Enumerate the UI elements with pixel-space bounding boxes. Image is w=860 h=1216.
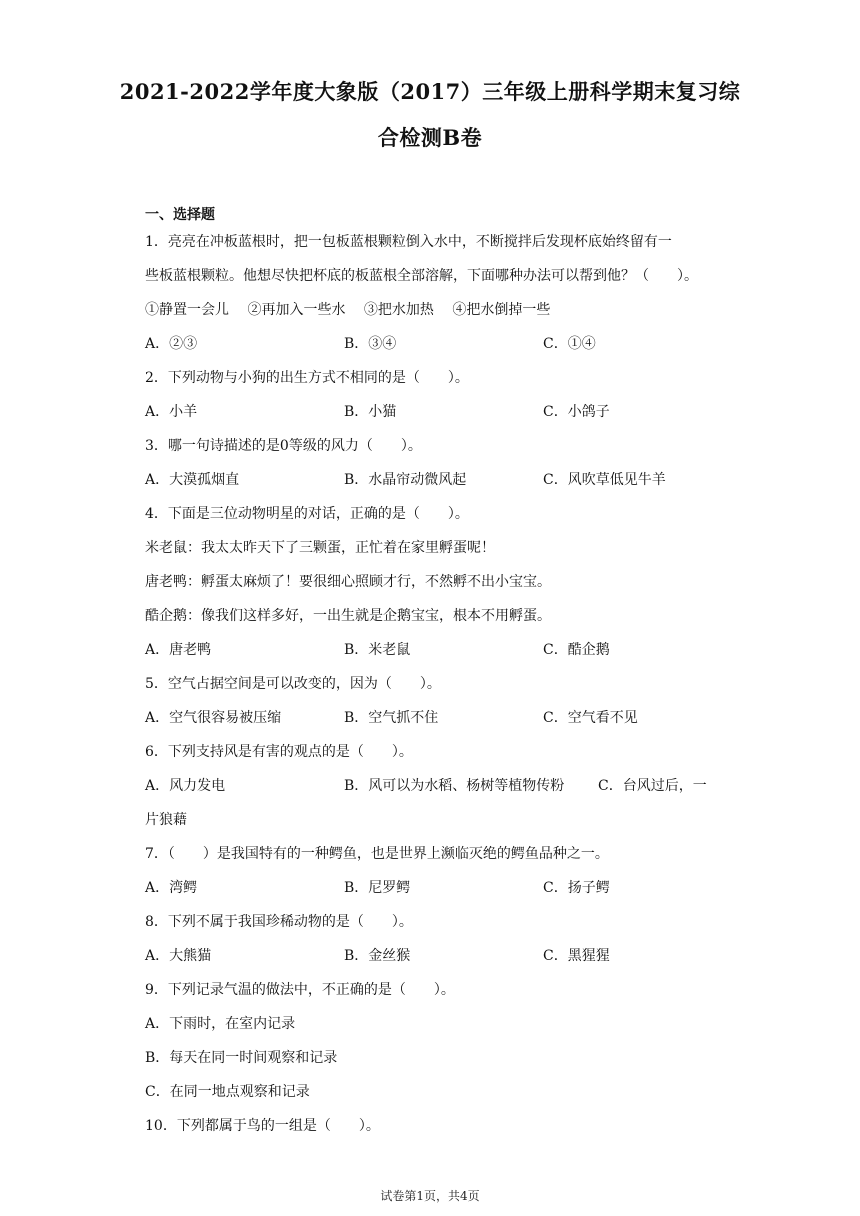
question-8-stem: 8．下列不属于我国珍稀动物的是（ ）。 xyxy=(145,914,413,930)
question-4-dialogue-2: 唐老鸭：孵蛋太麻烦了！要很细心照顾才行，不然孵不出小宝宝。 xyxy=(145,574,551,590)
question-7-option-c: C．扬子鳄 xyxy=(543,880,610,896)
question-9-stem: 9．下列记录气温的做法中，不正确的是（ ）。 xyxy=(145,982,455,998)
question-7-option-a: A．湾鳄 xyxy=(145,880,198,896)
question-8-option-a: A．大熊猫 xyxy=(145,948,212,964)
question-5-option-b: B．空气抓不住 xyxy=(344,710,439,726)
page-title-line1: 2021-2022学年度大象版（2017）三年级上册科学期末复习综 xyxy=(119,79,741,104)
question-1-option-a: A．②③ xyxy=(145,336,198,352)
section-heading-choice: 一、选择题 xyxy=(145,207,215,223)
question-3-option-a: A．大漠孤烟直 xyxy=(145,472,240,488)
question-4-option-a: A．唐老鸭 xyxy=(145,642,212,658)
question-8-option-b: B．金丝猴 xyxy=(344,948,411,964)
question-5-stem: 5．空气占据空间是可以改变的，因为（ ）。 xyxy=(145,676,441,692)
question-10-stem: 10．下列都属于鸟的一组是（ ）。 xyxy=(145,1118,380,1134)
question-4-dialogue-1: 米老鼠：我太太昨天下了三颗蛋，正忙着在家里孵蛋呢！ xyxy=(145,540,495,556)
question-1-stem-line1: 1．亮亮在冲板蓝根时，把一包板蓝根颗粒倒入水中，不断搅拌后发现杯底始终留有一 xyxy=(145,234,672,250)
question-3-stem: 3．哪一句诗描述的是0等级的风力（ ）。 xyxy=(145,438,422,454)
question-6-option-b: B．风可以为水稻、杨树等植物传粉 xyxy=(344,778,565,794)
question-3-option-b: B．水晶帘动微风起 xyxy=(344,472,467,488)
question-9-option-b: B．每天在同一时间观察和记录 xyxy=(145,1050,338,1066)
question-4-dialogue-3: 酷企鹅：像我们这样多好，一出生就是企鹅宝宝，根本不用孵蛋。 xyxy=(145,608,551,624)
question-4-option-c: C．酷企鹅 xyxy=(543,642,610,658)
question-4-stem: 4．下面是三位动物明星的对话，正确的是（ ）。 xyxy=(145,506,469,522)
question-6-option-c-continued: 片狼藉 xyxy=(145,812,187,828)
question-8-option-c: C．黑猩猩 xyxy=(543,948,610,964)
question-6-option-c: C．台风过后，一 xyxy=(598,778,707,794)
question-2-option-c: C．小鸽子 xyxy=(543,404,610,420)
question-3-option-c: C．风吹草低见牛羊 xyxy=(543,472,666,488)
page-title-line2: 合检测B卷 xyxy=(377,125,483,150)
question-1-stem-line2: 些板蓝根颗粒。他想尽快把杯底的板蓝根全部溶解，下面哪种办法可以帮到他？（ ）。 xyxy=(145,268,698,284)
question-6-stem: 6．下列支持风是有害的观点的是（ ）。 xyxy=(145,744,413,760)
question-7-stem: 7．（ ）是我国特有的一种鳄鱼，也是世界上濒临灭绝的鳄鱼品种之一。 xyxy=(145,846,609,862)
question-1-option-b: B．③④ xyxy=(344,336,397,352)
question-2-option-a: A．小羊 xyxy=(145,404,198,420)
question-4-option-b: B．米老鼠 xyxy=(344,642,411,658)
question-5-option-c: C．空气看不见 xyxy=(543,710,638,726)
question-7-option-b: B．尼罗鳄 xyxy=(344,880,411,896)
question-1-option-c: C．①④ xyxy=(543,336,596,352)
question-5-option-a: A．空气很容易被压缩 xyxy=(145,710,282,726)
question-1-stem-line3: ①静置一会儿 ②再加入一些水 ③把水加热 ④把水倒掉一些 xyxy=(145,302,551,318)
question-2-option-b: B．小猫 xyxy=(344,404,397,420)
page-footer: 试卷第1页，共4页 xyxy=(380,1189,480,1203)
question-6-option-a: A．风力发电 xyxy=(145,778,226,794)
question-9-option-c: C．在同一地点观察和记录 xyxy=(145,1084,310,1100)
question-9-option-a: A．下雨时，在室内记录 xyxy=(145,1016,296,1032)
question-2-stem: 2．下列动物与小狗的出生方式不相同的是（ ）。 xyxy=(145,370,469,386)
